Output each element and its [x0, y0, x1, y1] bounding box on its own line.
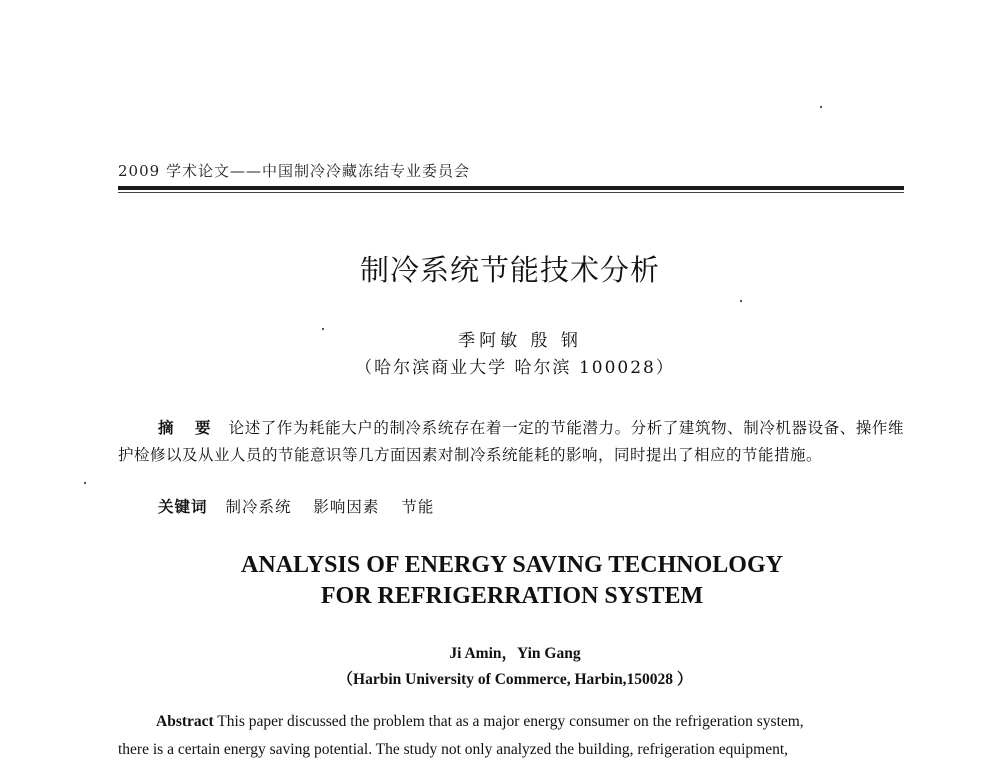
- abstract-en-text-line1: This paper discussed the problem that as a major energy consumer on the refrigeration system,: [217, 713, 804, 730]
- abstract-en-line2: there is a certain energy saving potential. The study not only analyzed the building, refrigeration equipment,: [118, 741, 789, 758]
- header-rule-thick: [118, 186, 904, 190]
- affiliation-en: （Harbin University of Commerce, Harbin,150028 ）: [337, 671, 693, 688]
- abstract-en-line1: [118, 708, 904, 736]
- keyword-cn-item: 制冷系统: [225, 498, 292, 516]
- paper-title-en: [0, 550, 1000, 612]
- abstract-en-label: Abstract: [156, 713, 214, 730]
- running-header: 2009 学术论文——中国制冷冷藏冻结专业委员会: [118, 162, 470, 180]
- paper-title-en-line2: FOR REFRIGERRATION SYSTEM: [320, 583, 704, 609]
- affiliation-cn: （哈尔滨商业大学 哈尔滨 100028）: [355, 358, 675, 378]
- abstract-cn-label: 摘 要: [158, 418, 219, 437]
- scan-speck: [740, 300, 742, 302]
- authors-en: Ji Amin，Yin Gang: [449, 645, 581, 662]
- authors-cn: 季阿敏 殷 钢: [458, 331, 582, 351]
- scan-speck: [820, 106, 822, 108]
- abstract-en: [118, 708, 904, 764]
- paper-title-en-line1: ANALYSIS OF ENERGY SAVING TECHNOLOGY: [241, 552, 783, 578]
- header-rule-thin: [118, 192, 904, 193]
- scan-speck: [322, 328, 324, 330]
- paper-title-cn: 制冷系统节能技术分析: [359, 253, 660, 287]
- keyword-cn-item: 节能: [401, 498, 435, 516]
- keywords-cn-label: 关键词: [158, 498, 208, 516]
- keywords-cn: [158, 495, 450, 517]
- abstract-cn-text: 论述了作为耗能大户的制冷系统存在着一定的节能潜力。分析了建筑物、制冷机器设备、操作维护检修以及从业人员的节能意识等几方面因素对制冷系统能耗的影响，同时提出了相应的节能措施。: [118, 419, 904, 464]
- abstract-cn: [118, 414, 904, 469]
- keyword-cn-item: 影响因素: [313, 498, 380, 516]
- scan-speck: [84, 482, 86, 484]
